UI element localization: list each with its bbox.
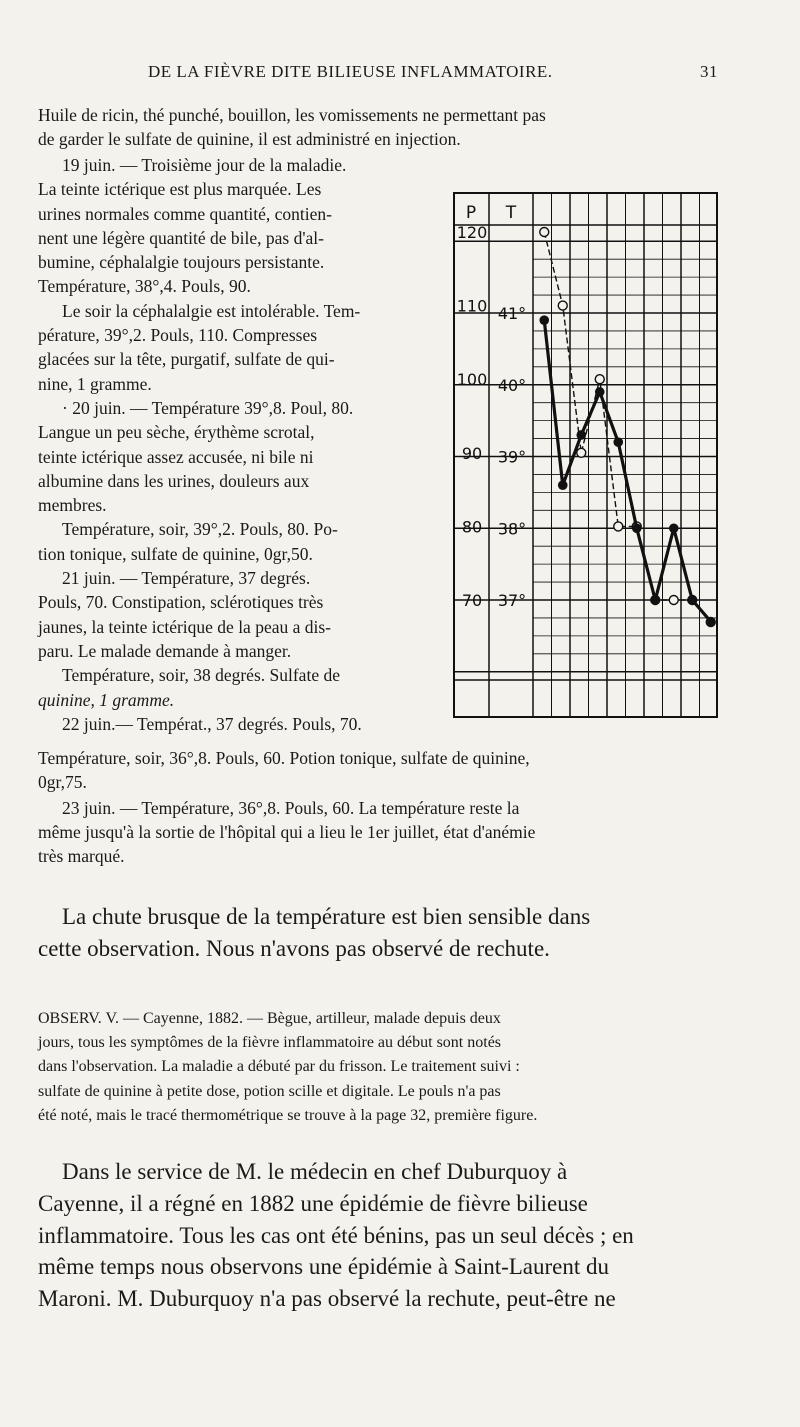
text-line: La chute brusque de la température est bien sensible dans [62, 904, 591, 929]
text-line: 21 juin. — Température, 37 degrés. [62, 568, 311, 589]
running-title: DE LA FIÈVRE DITE BILIEUSE INFLAMMATOIRE. [148, 62, 553, 81]
pulse-point [558, 301, 567, 310]
pulse-tick-label: 70 [461, 591, 483, 610]
temperature-point [650, 595, 660, 605]
text-line: membres. [38, 495, 107, 516]
text-line: nent une légère quantité de bile, pas d'al- [38, 227, 324, 248]
text-line: dans l'observation. La maladie a débuté par du frisson. Le traitement suivi : [38, 1058, 520, 1076]
pulse-tick-label: 120 [456, 223, 488, 242]
text-line: de garder le sulfate de quinine, il est administré en injection. [38, 129, 461, 150]
temperature-point [595, 387, 605, 397]
observation-v [38, 1007, 720, 1128]
text-line: urines normales comme quantité, contien- [38, 203, 333, 224]
text-line: 19 juin. — Troisième jour de la maladie. [62, 155, 347, 175]
chart-svg [453, 192, 718, 718]
text-line: inflammatoire. Tous les cas ont été bénins, pas un seul décès ; en [38, 1222, 634, 1248]
case-notes-column [38, 153, 434, 736]
text-line: jours, tous les symptômes de la fièvre inflammatoire au début sont notés [38, 1034, 502, 1052]
text-line: même temps nous observons une épidémie à Saint-Laurent du [38, 1254, 610, 1280]
temperature-point [669, 523, 679, 533]
text-line: Température, soir, 36°,8. Pouls, 60. Potion tonique, sulfate de quinine, [38, 748, 530, 768]
wide-notes [38, 746, 720, 868]
text-line: bumine, céphalalgie toujours persistante. [38, 252, 325, 273]
text-line: 0gr,75. [38, 772, 87, 793]
pulse-point [540, 228, 549, 237]
temperature-line [544, 320, 711, 621]
text-line: très marqué. [38, 846, 125, 867]
text-line: Température, soir, 39°,2. Pouls, 80. Po- [62, 519, 338, 540]
temperature-point [706, 617, 716, 627]
col-header-temp: T [505, 203, 517, 223]
pulse-tick-label: 80 [461, 517, 483, 537]
temperature-point [632, 523, 642, 533]
text-line: Le soir la céphalalgie est intolérable. Tem- [62, 300, 361, 321]
temp-tick-label: 41° [497, 304, 527, 323]
pulse-point [577, 448, 586, 457]
text-line: jaunes, la teinte ictérique de la peau a dis- [38, 616, 331, 637]
pulse-point [669, 596, 678, 605]
temperature-point [687, 595, 697, 605]
text-line: OBSERV. V. — Cayenne, 1882. — Bègue, artilleur, malade depuis deux [38, 1010, 501, 1027]
text-line: Température, 38°,4. Pouls, 90. [38, 276, 251, 297]
text-line: pérature, 39°,2. Pouls, 110. Compresses [38, 325, 318, 346]
text-line: Dans le service de M. le médecin en chef Duburquoy à [62, 1159, 568, 1184]
text-line: paru. Le malade demande à manger. [38, 640, 292, 661]
text-line: sulfate de quinine à petite dose, potion scille et digitale. Le pouls n'a pas [38, 1082, 501, 1100]
text-line: même jusqu'à la sortie de l'hôpital qui a lieu le 1er juillet, état d'anémie [38, 821, 536, 842]
temp-tick-label: 38° [497, 519, 527, 539]
text-line: albumine dans les urines, douleurs aux [38, 470, 310, 491]
temp-tick-label: 40° [497, 375, 527, 395]
pulse-tick-label: 90 [461, 443, 483, 463]
text-line: Huile de ricin, thé punché, bouillon, les vomissements ne permettant pas [38, 105, 546, 125]
page-number: 31 [700, 62, 718, 81]
temperature-point [576, 430, 586, 440]
text-line: Pouls, 70. Constipation, sclérotiques très [38, 592, 324, 613]
pulse-line [544, 232, 711, 622]
pulse-tick-label: 100 [456, 370, 488, 390]
text-line: nine, 1 gramme. [38, 373, 152, 394]
temperature-point [558, 480, 568, 490]
pulse-point [614, 522, 623, 531]
text-line: 22 juin.— Températ., 37 degrés. Pouls, 70. [62, 713, 362, 734]
temp-tick-label: 37° [497, 591, 527, 610]
text-line: Température, soir, 38 degrés. Sulfate de [62, 665, 340, 686]
text-line: Langue un peu sèche, érythème scrotal, [38, 422, 315, 443]
text-line: été noté, mais le tracé thermométrique se trouve à la page 32, première figure. [38, 1106, 538, 1124]
text-line: La teinte ictérique est plus marquée. Les [38, 179, 322, 200]
text-line: cette observation. Nous n'avons pas observé de rechute. [38, 935, 550, 961]
temperature-point [613, 437, 623, 447]
col-header-pulse: P [465, 203, 477, 223]
text-line: tion tonique, sulfate de quinine, 0gr,50. [38, 543, 313, 564]
text-line: quinine, 1 gramme. [38, 689, 175, 710]
text-line: Cayenne, il a régné en 1882 une épidémie de fièvre bilieuse [38, 1190, 588, 1216]
text-line: glacées sur la tête, purgatif, sulfate de qui- [38, 349, 335, 370]
top-paragraph [38, 103, 720, 152]
conclusion-paragraph [38, 901, 720, 964]
temperature-pulse-chart [453, 192, 718, 718]
pulse-tick-label: 110 [456, 296, 488, 316]
text-line: teinte ictérique assez accusée, ni bile ni [38, 446, 314, 467]
text-line: Maroni. M. Duburquoy n'a pas observé la rechute, peut-être ne [38, 1286, 616, 1312]
final-paragraph [38, 1156, 720, 1315]
text-line: 23 juin. — Température, 36°,8. Pouls, 60. La température reste la [62, 797, 520, 818]
temperature-point [539, 315, 549, 325]
pulse-point [595, 375, 604, 384]
temp-tick-label: 39° [497, 447, 527, 467]
text-line: · 20 juin. — Température 39°,8. Poul, 80. [62, 397, 354, 418]
